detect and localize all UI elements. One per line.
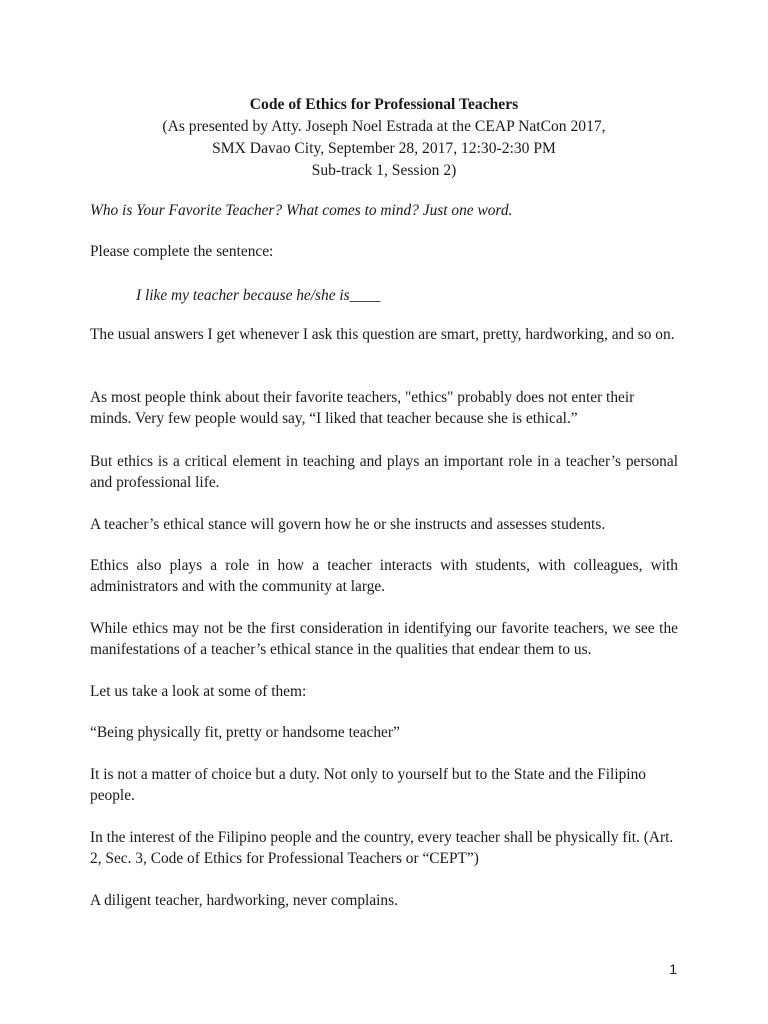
paragraph-usual-answers: The usual answers I get whenever I ask this question are smart, pretty, hardworking, and so on. bbox=[90, 326, 675, 343]
title-block bbox=[0, 94, 768, 182]
document-title: Code of Ethics for Professional Teachers bbox=[249, 96, 519, 113]
paragraph-sentence-prompt: I like my teacher because he/she is____ bbox=[136, 287, 381, 304]
paragraph-complete-sentence: Please complete the sentence: bbox=[90, 243, 274, 260]
page-number: 1 bbox=[669, 961, 677, 977]
subtitle-line-1: (As presented by Atty. Joseph Noel Estrada at the CEAP NatCon 2017, bbox=[162, 118, 606, 135]
paragraph-manifestations: While ethics may not be the first consideration in identifying our favorite teachers, we see the manifestations of a teacher’s ethical stance in the qualities that endear them to us. bbox=[90, 620, 678, 658]
subtitle-line-2: SMX Davao City, September 28, 2017, 12:30-2:30 PM bbox=[212, 140, 556, 157]
paragraph-take-a-look: Let us take a look at some of them: bbox=[90, 683, 307, 700]
subtitle-line-3: Sub-track 1, Session 2) bbox=[311, 162, 457, 179]
paragraph-ethics-interaction: Ethics also plays a role in how a teacher interacts with students, with colleagues, with administrators and with the community at large. bbox=[90, 557, 678, 595]
paragraph-ethical-stance: A teacher’s ethical stance will govern how he or she instructs and assesses students. bbox=[90, 516, 606, 533]
paragraph-interest-of-filipino-people: In the interest of the Filipino people and the country, every teacher shall be physically fit. (Art. 2, Sec. 3, Code of Ethics for Professional Teachers or “CEPT”) bbox=[90, 829, 674, 867]
paragraph-favorite-teacher-question: Who is Your Favorite Teacher? What comes to mind? Just one word. bbox=[90, 202, 513, 219]
paragraph-ethics-critical-element: But ethics is a critical element in teaching and plays an important role in a teacher’s personal and professional life. bbox=[90, 453, 678, 491]
paragraph-diligent-teacher: A diligent teacher, hardworking, never complains. bbox=[90, 892, 398, 909]
paragraph-ethics-not-enter-minds: As most people think about their favorite teachers, "ethics" probably does not enter their minds. Very few people would say, “I liked that teacher because she is ethical.” bbox=[90, 389, 635, 427]
paragraph-matter-of-duty: It is not a matter of choice but a duty. Not only to yourself but to the State and the Filipino people. bbox=[90, 766, 646, 804]
paragraph-physically-fit-quote: “Being physically fit, pretty or handsome teacher” bbox=[90, 724, 400, 741]
